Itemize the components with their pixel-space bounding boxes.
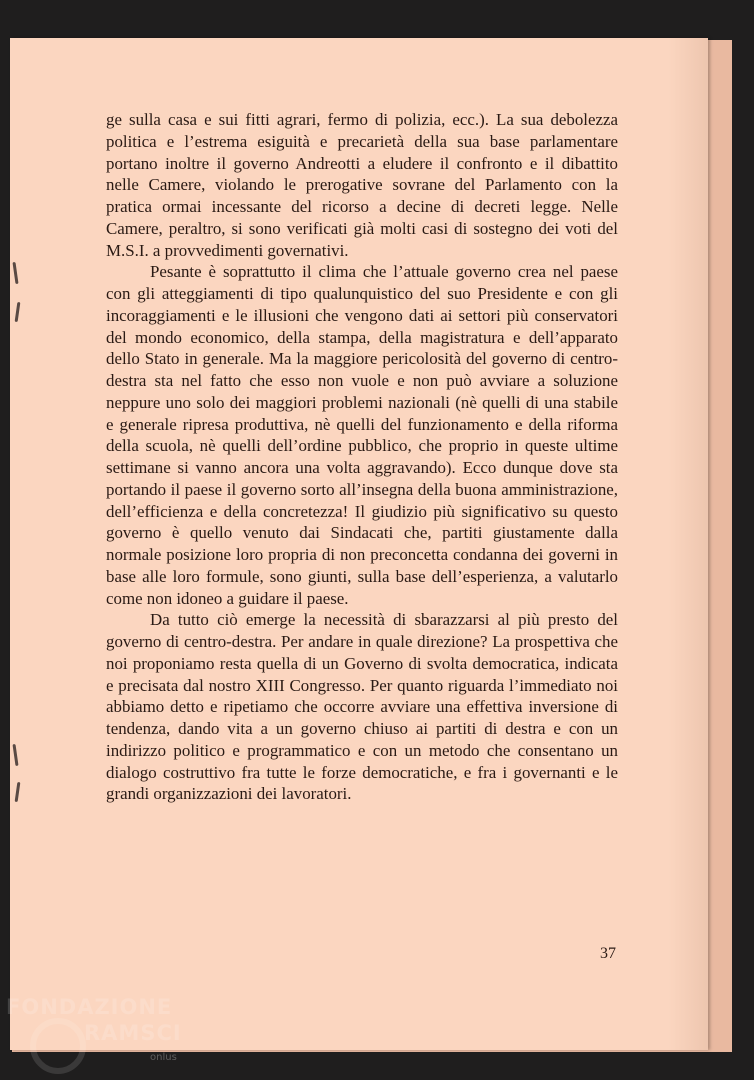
watermark-line1: FONDAZIONE xyxy=(6,995,173,1019)
watermark-suffix: onlus xyxy=(150,1052,177,1063)
page-shadow xyxy=(668,38,708,1050)
watermark xyxy=(6,994,182,1046)
body-text xyxy=(106,109,618,805)
paragraph-1: ge sulla casa e sui fitti agrari, fermo di polizia, ecc.). La sua debolezza politica e l’estrema esiguità e precarietà della sua base parlamentare portano inoltre il governo Andreotti a eludere il confronto e il dibattito nelle Camere, violando le prerogative sovrane del Parlamento con la pratica ormai incessante del ricorso a decine di decreti legge. Nelle Camere, peraltro, si sono verificati già molti casi di sostegno dei voti del M.S.I. a provvedimenti governativi. xyxy=(106,110,618,260)
paragraph-2: Pesante è soprattutto il clima che l’attuale governo crea nel paese con gli atteggiamenti di tipo qualunquistico del suo Presidente e con gli incoraggiamenti e le illusioni che vengono dati ai settori più conservatori del mondo economico, della stampa, della magistratura e dell’apparato dello Stato in generale. Ma la maggiore pericolosità del governo di centro-destra sta nel fatto che esso non vuole e non può avviare a soluzione neppure uno solo dei maggiori problemi nazionali (nè quelli di una stabile e generale ripresa produttiva, nè quelli del funzionamento e della riforma della scuola, nè quelli dell’ordine pubblico, che proprio in queste ultime settimane si vanno ancora una volta aggravando). Ecco dunque dove sta portando il paese il governo sorto all’insegna della buona amministrazione, dell’efficienza e della concretezza! Il giudizio più significativo su questo governo è quello venuto dai Sindacati che, partiti giustamente dalla normale posizione loro propria di non preconcetta condanna dei governi in base alle loro formule, sono giunti, sulla base dell’esperienza, a valutarlo come non idoneo a guidare il paese. xyxy=(106,262,618,608)
page-number: 37 xyxy=(600,945,616,962)
paragraph-3: Da tutto ciò emerge la necessità di sbarazzarsi al più presto del governo di centro-destra. Per andare in quale direzione? La prospettiva che noi proponiamo resta quella di un Governo di svolta democratica, indicata e precisata dal nostro XIII Congresso. Per quanto riguarda l’immediato noi abbiamo detto e ripetiamo che occorre avviare una effettiva inversione di tendenza, dando vita a un governo chiuso ai partiti di destra e con un indirizzo politico e programmatico e con un metodo che consentano un dialogo costruttivo fra tutte le forze democratiche, e fra i governanti e le grandi organizzazioni dei lavoratori. xyxy=(106,610,618,804)
watermark-line2: RAMSCI xyxy=(84,1021,182,1045)
